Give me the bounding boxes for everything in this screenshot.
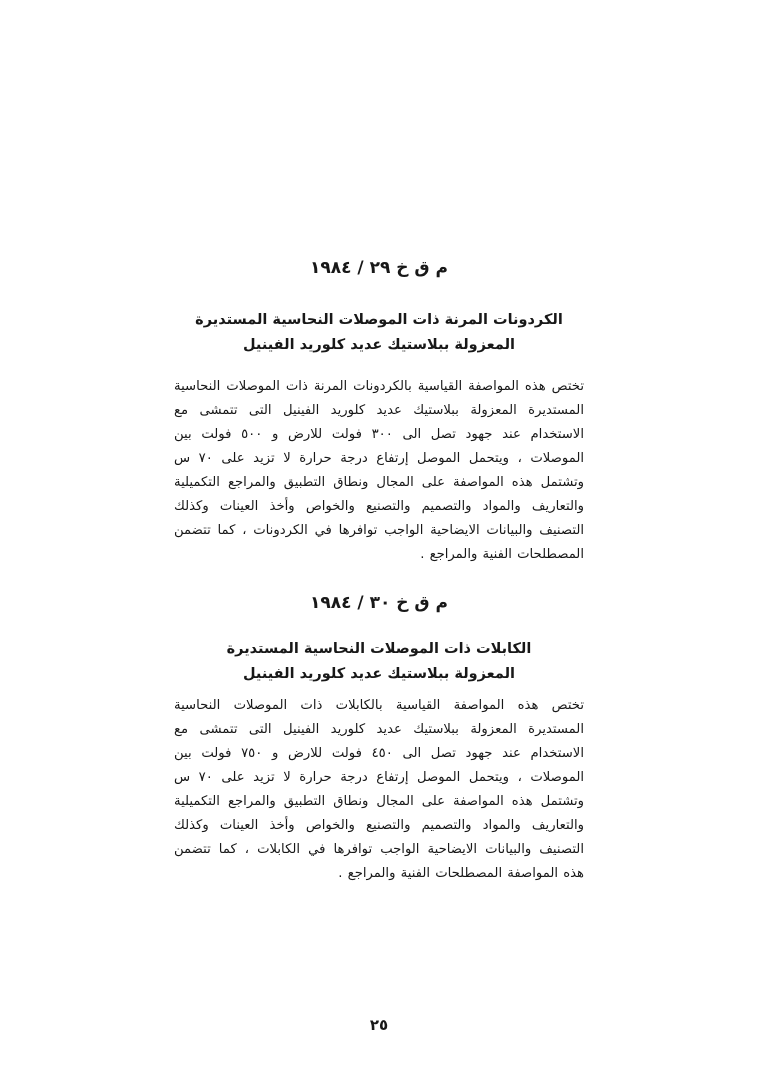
- standard-title-line1: الكابلات ذات الموصلات النحاسية المستديرة: [226, 640, 532, 657]
- page-number: ٢٥: [369, 1016, 389, 1034]
- standard-title-line1: الكردونات المرنة ذات الموصلات النحاسية المستديرة: [195, 312, 563, 328]
- standard-description: تختص هذه المواصفة القياسية بالكردونات المرنة ذات الموصلات النحاسية المستديرة المعزولة ببلاستيك عديد كلوريد الفينيل التى تتمشى مع الاستخدام عند جهود تصل الى ٣٠٠ فولت للارض و ٥٠٠ فولت بين الموصلات ، ويتحمل الموصل إرتفاع درجة حرارة لا تزيد على ٧٠ س وتشتمل هذه المواصفة على المجال ونطاق التطبيق والمراجع التكميلية والتعاريف والمواد والتصميم والتصنيع والخواص وأخذ العينات وكذلك التصنيف والبيانات الايضاحية الواجب توافرها في الكردونات ، كما تتضمن المصطلحات الفنية والمراجع .: [174, 378, 584, 562]
- standard-description: تختص هذه المواصفة القياسية بالكابلات ذات الموصلات النحاسية المستديرة المعزولة ببلاستيك عديد كلوريد الفينيل التى تتمشى مع الاستخدام عند جهود تصل الى ٤٥٠ فولت للارض و ٧٥٠ فولت بين الموصلات ، ويتحمل الموصل إرتفاع درجة حرارة لا تزيد على ٧٠ س وتشتمل هذه المواصفة على المجال ونطاق التطبيق والمراجع التكميلية والتعاريف والمواد والتصميم والتصنيع والخواص وأخذ العينات وكذلك التصنيف والبيانات الايضاحية الواجب توافرها في الكابلات ، كما تتضمن هذه المواصفة المصطلحات الفنية والمراجع .: [174, 697, 584, 881]
- standard-code-heading: م ق خ ٢٩ / ١٩٨٤: [310, 258, 448, 278]
- standard-title: [174, 308, 584, 359]
- standard-title-line2: المعزولة ببلاستيك عديد كلوريد الفينيل: [242, 337, 516, 354]
- standard-code-heading: م ق خ ٣٠ / ١٩٨٤: [310, 592, 448, 613]
- standard-section: [174, 258, 584, 567]
- standard-section: [174, 593, 584, 886]
- standard-title: [174, 637, 584, 688]
- document-content: [174, 258, 584, 886]
- standard-title-line2: المعزولة ببلاستيك عديد كلوريد الفينيل: [242, 666, 516, 683]
